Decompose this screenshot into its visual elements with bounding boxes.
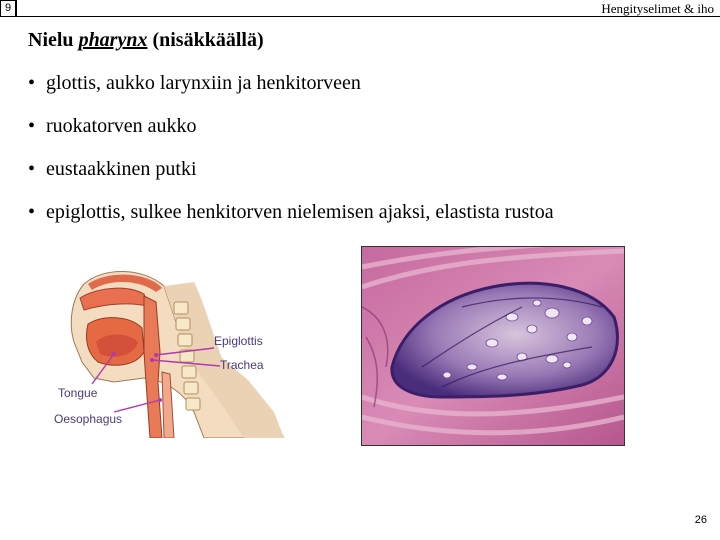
bullet-item [28,107,554,150]
bullet-text: glottis, aukko larynxiin ja henkitorveen [46,72,361,94]
anatomy-illustration [44,262,284,438]
bullet-text: eustaakkinen putki [46,158,197,180]
label-trachea: Trachea [220,358,264,372]
label-oesophagus: Oesophagus [54,412,123,426]
bullet-list [28,64,554,236]
slide-number: 9 [0,0,16,17]
title-prefix: Nielu [28,29,79,51]
bullet-item [28,64,554,107]
section-title: Hengityselimet & iho [601,1,714,16]
title-latin: pharynx [78,29,148,51]
label-tongue: Tongue [58,386,98,400]
histology-micrograph [361,246,625,446]
bullet-dot: • [28,72,36,94]
bullet-text: epiglottis, sulkee henkitorven nielemisen ajaksi, elastista rustoa [46,201,554,223]
bullet-item [28,193,554,236]
micrograph-drawing [362,247,624,445]
title-suffix: (nisäkkäällä) [147,29,264,51]
bullet-dot: • [28,115,36,137]
header-divider-vertical [16,0,17,17]
bullet-dot: • [28,158,36,180]
bullet-dot: • [28,201,36,223]
page-number: 26 [694,514,707,526]
bullet-item [28,150,554,193]
page-title [28,29,264,52]
bullet-text: ruokatorven aukko [46,115,197,137]
label-epiglottis: Epiglottis [214,334,263,348]
